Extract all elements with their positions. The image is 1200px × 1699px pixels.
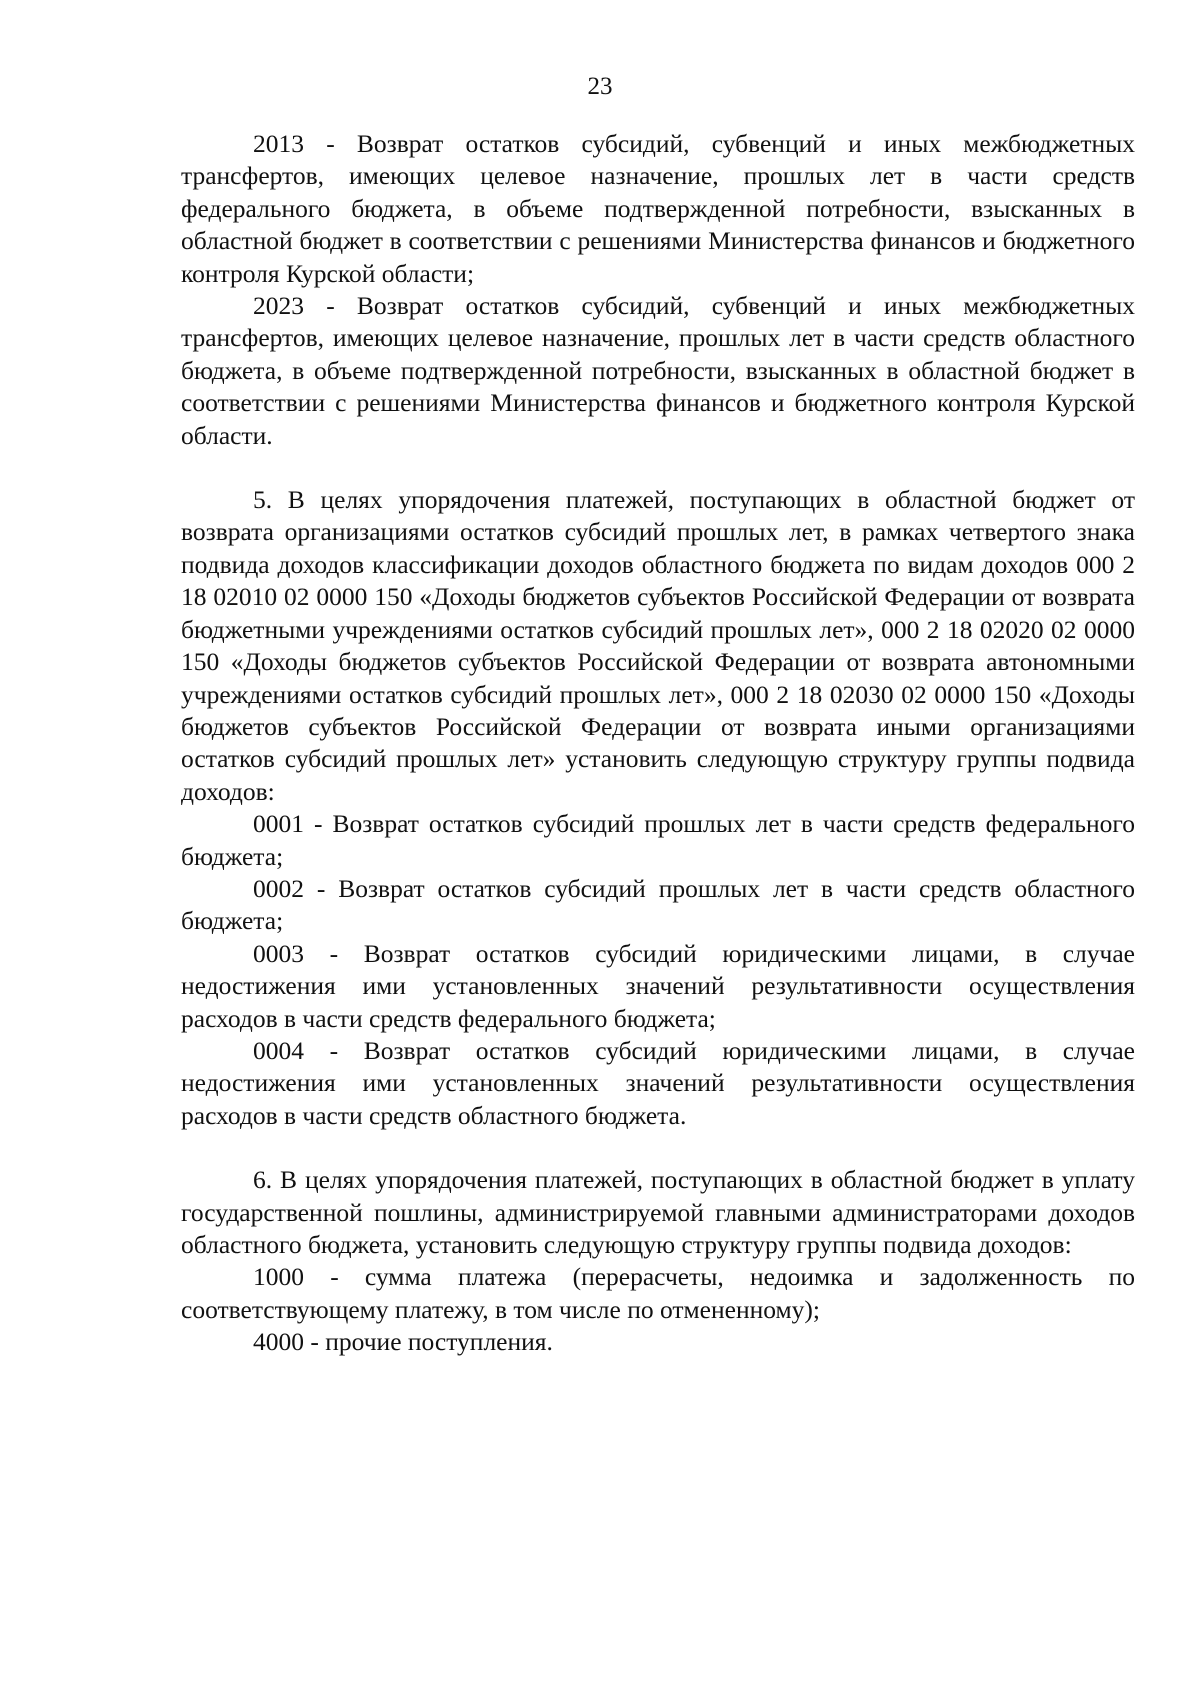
paragraph-code-0001: 0001 - Возврат остатков субсидий прошлых лет в части средств федерального бюджета; — [181, 809, 1135, 871]
document-body — [181, 128, 1135, 1359]
paragraph-code-0002: 0002 - Возврат остатков субсидий прошлых лет в части средств областного бюджета; — [181, 873, 1135, 936]
paragraph-code-0003: 0003 - Возврат остатков субсидий юридическими лицами, в случае недостижения ими установленных значений результативности осуществления расходов в части средств федерального бюджета; — [181, 938, 1135, 1033]
paragraph-code-2023: 2023 - Возврат остатков субсидий, субвенций и иных межбюджетных трансфертов, имеющих целевое назначение, прошлых лет в части средств областного бюджета, в объеме подтвержденной потребности, взысканных в областной бюджет в соответствии с решениями Министерства финансов и бюджетного контроля Курской области. — [181, 291, 1135, 450]
paragraph-code-1000: 1000 - сумма платежа (перерасчеты, недоимка и задолженность по соответствующему платежу, в том числе по отмененному); — [181, 1262, 1135, 1324]
page-number: 23 — [587, 73, 613, 100]
paragraph-code-0004: 0004 - Возврат остатков субсидий юридическими лицами, в случае недостижения ими установленных значений результативности осуществления расходов в части средств областного бюджета. — [181, 1035, 1135, 1130]
paragraph-code-2013: 2013 - Возврат остатков субсидий, субвенций и иных межбюджетных трансфертов, имеющих целевое назначение, прошлых лет в части средств федерального бюджета, в объеме подтвержденной потребности, взысканных в областной бюджет в соответствии с решениями Министерства финансов и бюджетного контроля Курской области; — [181, 129, 1135, 288]
paragraph-section-6: 6. В целях упорядочения платежей, поступающих в областной бюджет в уплату государственной пошлины, администрируемой главными администраторами доходов областного бюджета, установить следующую структуру группы подвида доходов: — [181, 1165, 1135, 1259]
paragraph-section-5: 5. В целях упорядочения платежей, поступающих в областной бюджет от возврата организациями остатков субсидий прошлых лет, в рамках четвертого знака подвида доходов классификации доходов областного бюджета по видам доходов 000 2 18 02010 02 0000 150 «Доходы бюджетов субъектов Российской Федерации от возврата бюджетными учреждениями остатков субсидий прошлых лет», 000 2 18 02020 02 0000 150 «Доходы бюджетов субъектов Российской Федерации от возврата автономными учреждениями остатков субсидий прошлых лет», 000 2 18 02030 02 0000 150 «Доходы бюджетов субъектов Российской Федерации от возврата иными организациями остатков субсидий прошлых лет» установить следующую структуру группы подвида доходов: — [181, 485, 1135, 806]
paragraph-code-4000: 4000 - прочие поступления. — [253, 1327, 553, 1357]
